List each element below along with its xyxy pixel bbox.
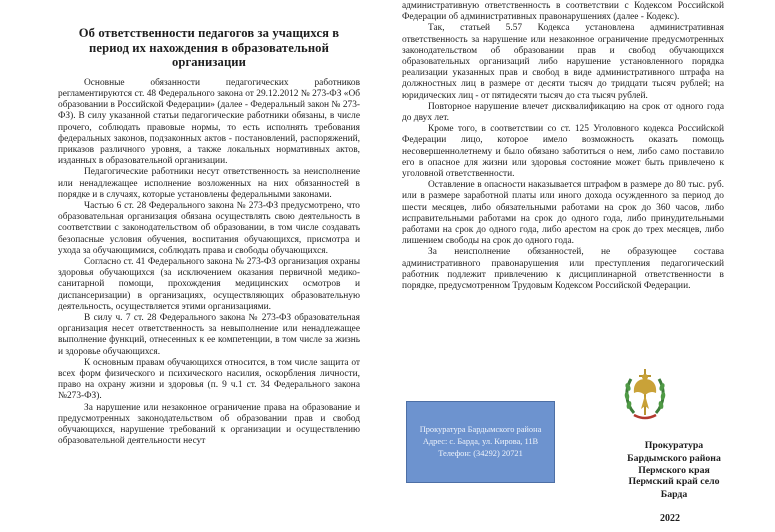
signature-line: Прокуратура <box>644 440 704 451</box>
paragraph: Кроме того, в соответствии со ст. 125 Уголовного кодекса Российской Федерации лицо, которое имело возможность оказать помощь несовершеннолетнему и было обязано заботиться о нем, либо само поставило его в опасное для жизни или здоровья состояние может быть привлечено к уголовной ответственности. <box>402 124 724 180</box>
contact-org: Прокуратура Бардымского района <box>419 425 542 434</box>
paragraph: Основные обязанности педагогических работников регламентируются ст. 48 Федерального закона от 29.12.2012 № 273-ФЗ «Об образовании в Российской Федерации» (далее - Федеральный закон № 273-ФЗ). В силу указанной статьи педагогические работники обязаны, в числе прочего, соблюдать правовые нормы, то есть исполнять требования федеральных законов, подзаконных актов - постановлений, распоряжений, приказов различного уровня, а также локальных нормативных актов, изданных в образовательной организации. <box>58 77 360 167</box>
paragraph: Педагогические работники несут ответственность за неисполнение или ненадлежащее исполнение возложенных на них обязанностей в порядке и в случаях, которые установлены федеральными законами. <box>58 167 360 200</box>
contact-phone: Телефон: (34292) 20721 <box>438 449 523 458</box>
paragraph: За неисполнение обязанностей, не образующее состава административного правонарушения или преступления педагогический работник подлежит привлечению к дисциплинарной ответственности в порядке, предусмотренном Трудовым Кодексом Российской Федерации. <box>402 247 724 292</box>
paragraph: административную ответственность в соответствии с Кодексом Российской Федерации об административных правонарушениях (далее - Кодекс). <box>402 1 724 23</box>
paragraph: Повторное нарушение влечет дисквалификацию на срок от одного года до двух лет. <box>402 101 724 124</box>
contact-box <box>406 401 555 483</box>
right-column <box>402 1 724 292</box>
paragraph: Частью 6 ст. 28 Федерального закона № 273-ФЗ предусмотрено, что образовательная организация обязана осуществлять свою деятельность в соответствии с законодательством об образовании, в том числе создавать безопасные условия обучения, воспитания обучающихся, присмотра и ухода за обучающимися, соблюдать права и свободы обучающихся. <box>58 201 360 256</box>
paragraph: В силу ч. 7 ст. 28 Федерального закона № 273-ФЗ образовательная организация несет ответственность за невыполнение или ненадлежащее выполнение функций, отнесенных к ее компетенции, в том числе за жизнь и здоровье обучающихся. <box>58 313 360 357</box>
paragraph: Так, статьей 5.57 Кодекса установлена административная ответственность за нарушение или незаконное ограничение предусмотренных законодательством об образовании прав и свобод обучающихся образовательных организаций либо нарушение установленного порядка реализации указанных прав и свобод в виде административного штрафа на должностных лиц в размере от десяти тысяч до тридцати тысяч рублей; на юридических лиц - от пятидесяти тысяч до ста тысяч рублей. <box>402 23 724 101</box>
contact-address: Адрес: с. Барда, ул. Кирова, 11В <box>422 437 539 446</box>
signature-line: Бардымского района <box>627 452 721 464</box>
location-line: Пермский край село <box>628 476 720 487</box>
signature-line: Пермского края <box>638 465 710 477</box>
year: 2022 <box>660 513 680 524</box>
location-line: Барда <box>660 488 688 500</box>
paragraph: Оставление в опасности наказывается штрафом в размере до 80 тыс. руб. или в размере заработной платы или иного дохода осужденного за период до шести месяцев, либо обязательными работами на срок до 360 часов, либо исправительными работами на срок до одного года, либо принудительными работами на срок до одного года, либо арестом на срок до трех месяцев, либо лишением свободы на срок до одного года. <box>402 180 724 247</box>
signature-organization <box>618 440 730 478</box>
left-column <box>58 0 360 447</box>
signature-location <box>618 476 730 501</box>
article-title: Об ответственности педагогов за учащихся в период их нахождения в образовательной организации <box>78 26 340 70</box>
prosecutor-emblem-icon <box>622 365 668 423</box>
paragraph: К основным правам обучающихся относится, в том числе защита от всех форм физического и психического насилия, оскорбления личности, право на охрану жизни и здоровья (п. 9 ч.1 ст. 34 Федерального закона №273-ФЗ). <box>58 357 360 402</box>
paragraph: Согласно ст. 41 Федерального закона № 273-ФЗ организация охраны здоровья обучающихся (за исключением оказания первичной медико- санитарной помощи, прохождения медицинских осмотров и диспансеризации) в организациях, осуществляющих образовательную деятельность, осуществляется этими организациями. <box>58 257 360 312</box>
paragraph: За нарушение или незаконное ограничение права на образование и предусмотренных законодательством об образовании прав и свобод обучающихся, нарушение требований к организации и осуществлению образовательной деятельности несут <box>58 402 360 447</box>
